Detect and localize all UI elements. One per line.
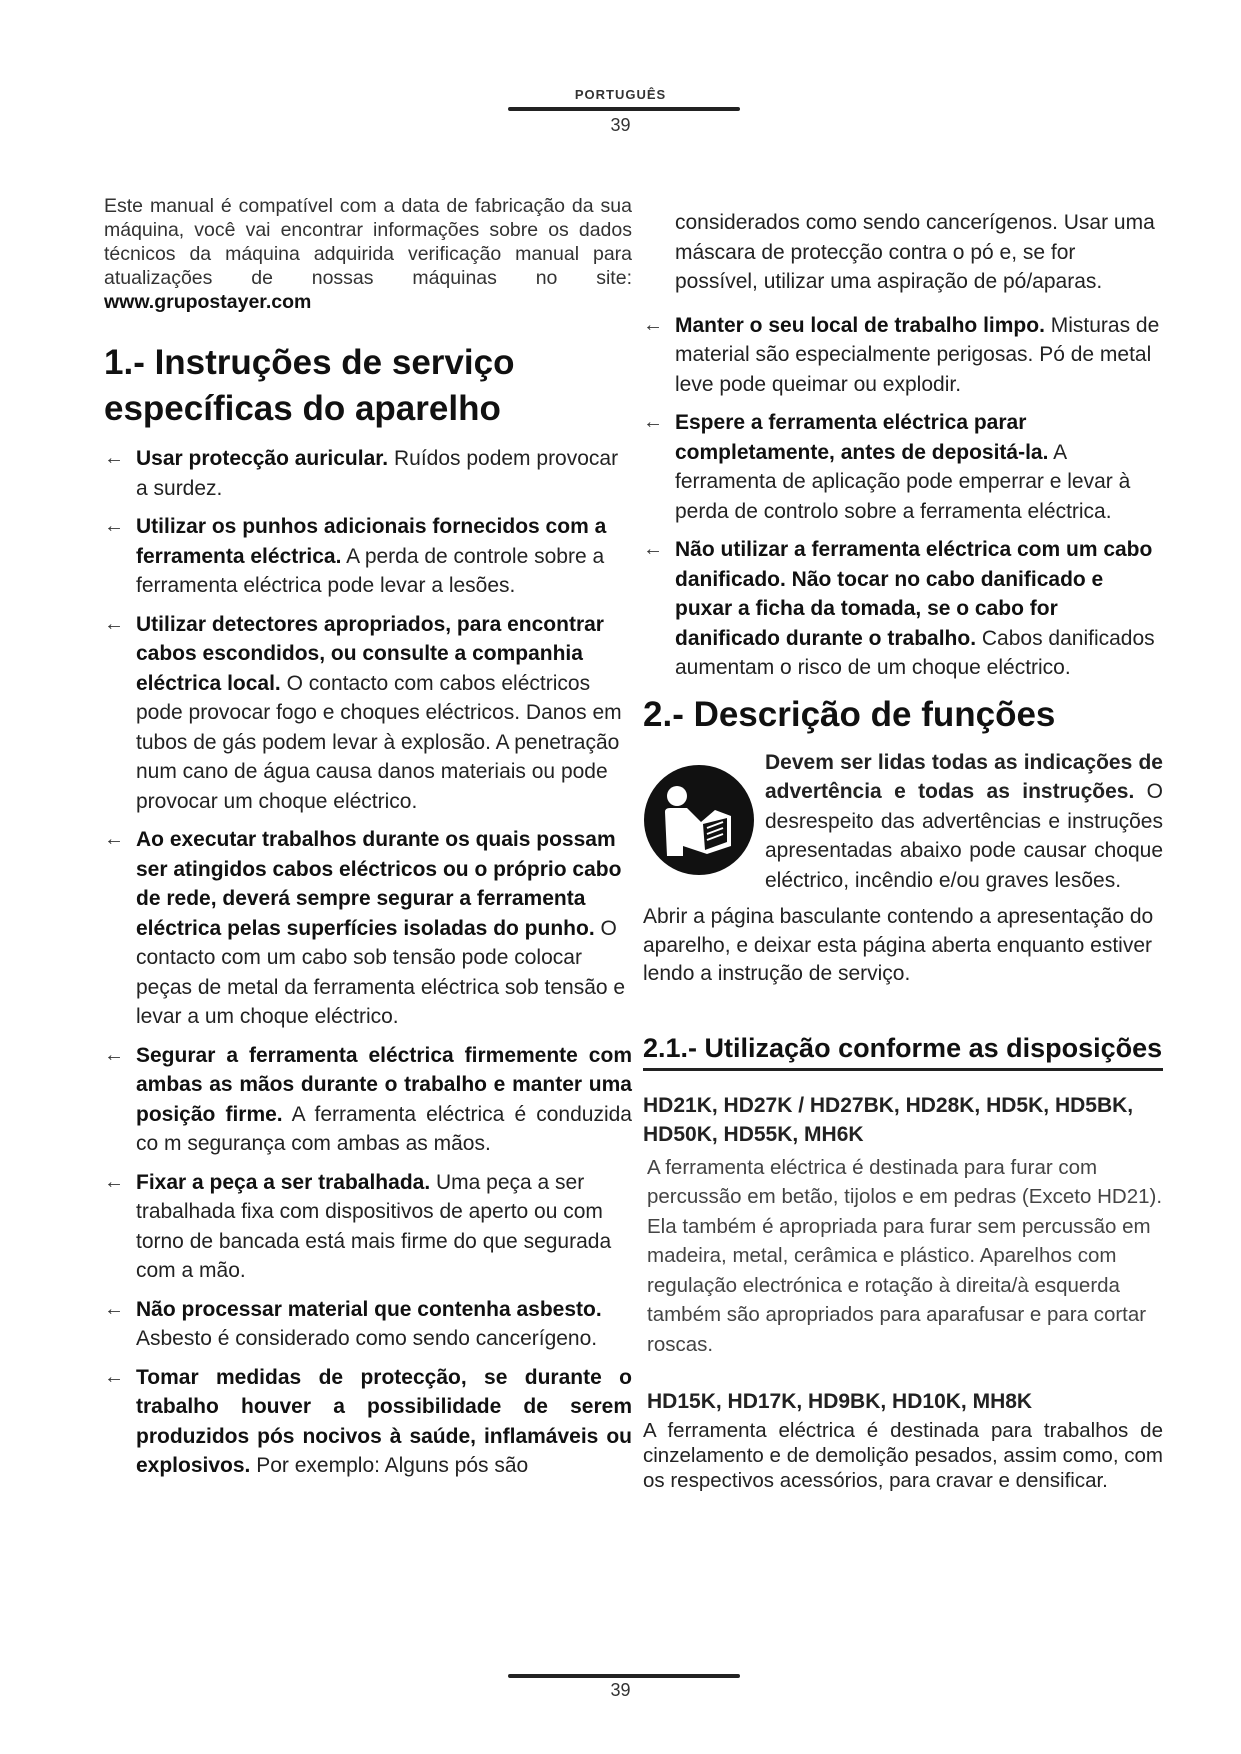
item-bold: Fixar a peça a ser trabalhada. bbox=[136, 1170, 431, 1194]
item-bold: Espere a ferramenta eléctrica parar completamente, antes de depositá-la. bbox=[675, 411, 1049, 464]
header-rule bbox=[508, 107, 740, 111]
item-text: A perda de controle sobre a ferramenta eléctrica pode levar a lesões. bbox=[136, 544, 605, 597]
footer-rule bbox=[508, 1674, 740, 1678]
item-text: A ferramenta eléctrica é conduzida co m segurança com ambas as mãos. bbox=[136, 1102, 632, 1155]
website-link[interactable]: www.grupostayer.com bbox=[104, 291, 312, 313]
arrow-left-icon: ← bbox=[104, 828, 124, 850]
left-column bbox=[104, 194, 632, 1490]
intro-paragraph bbox=[104, 194, 632, 314]
item-text: Misturas de material são especialmente perigosas. Pó de metal leve pode queimar ou explodir. bbox=[675, 313, 1160, 396]
list-item bbox=[643, 535, 1163, 683]
item-text: O contacto com cabos eléctricos pode provocar fogo e choques eléctricos. Danos em tubos de gás podem levar à explosão. A penetração num cano de água causa danos materiais ou pode provocar um choque eléctrico. bbox=[136, 671, 622, 813]
arrow-left-icon: ← bbox=[104, 1170, 124, 1193]
arrow-left-icon: ← bbox=[643, 411, 663, 433]
arrow-left-icon: ← bbox=[104, 1297, 124, 1320]
arrow-left-icon: ← bbox=[104, 1365, 124, 1388]
subsection-2-1-title: 2.1.- Utilização conforme as disposições bbox=[643, 1033, 1163, 1071]
list-item bbox=[104, 1168, 632, 1286]
list-item bbox=[643, 408, 1163, 526]
models-group-1: HD21K, HD27K / HD27BK, HD28K, HD5K, HD5BK, HD50K, HD55K, MH6K bbox=[643, 1093, 1134, 1146]
item-bold: Não utilizar a ferramenta eléctrica com um cabo danificado. Não tocar no cabo danificado e puxar a ficha da tomada, se o cabo for danificado durante o trabalho. bbox=[675, 538, 1153, 650]
read-manual-icon bbox=[643, 764, 755, 876]
arrow-left-icon: ← bbox=[643, 538, 663, 560]
warning-block bbox=[643, 748, 1163, 896]
item-bold: Utilizar os punhos adicionais fornecidos com a ferramenta eléctrica. bbox=[136, 515, 607, 568]
list-item bbox=[104, 825, 632, 1032]
list-item bbox=[643, 311, 1163, 400]
continued-text: considerados como sendo cancerígenos. Usar uma máscara de protecção contra o pó e, se for possível, utilizar uma aspiração de pó/aparas. bbox=[675, 211, 1155, 293]
item-text: A ferramenta de aplicação pode emperrar e levar à perda de controlo sobre a ferramenta eléctrica. bbox=[675, 440, 1131, 523]
list-item bbox=[104, 1295, 632, 1354]
list-item bbox=[104, 1041, 632, 1159]
footer-page-number: 39 bbox=[610, 1680, 631, 1700]
arrow-left-icon: ← bbox=[104, 612, 124, 635]
item-text: O contacto com um cabo sob tensão pode colocar peças de metal da ferramenta eléctrica sob tensão e levar a um choque eléctrico. bbox=[136, 916, 626, 1028]
section-2-title: 2.- Descrição de funções bbox=[643, 694, 1056, 734]
header-page-number: 39 bbox=[610, 115, 631, 135]
item-text: Cabos danificados aumentam o risco de um choque eléctrico. bbox=[675, 626, 1155, 679]
item-bold: Tomar medidas de protecção, se durante o trabalho houver a possibilidade de serem produzidos pós nocivos à saúde, inflamáveis ou explosivos. bbox=[136, 1365, 632, 1477]
arrow-left-icon: ← bbox=[104, 447, 124, 469]
list-item bbox=[104, 444, 632, 503]
item-bold: Ao executar trabalhos durante os quais possam ser atingidos cabos eléctricos ou o próprio cabo de rede, deverá sempre segurar a ferramenta eléctrica pelas superfícies isoladas do punho. bbox=[136, 828, 622, 940]
warning-text bbox=[765, 748, 1163, 896]
list-item bbox=[104, 512, 632, 601]
arrow-left-icon: ← bbox=[104, 1043, 124, 1066]
item-text: Por exemplo: Alguns pós são bbox=[256, 1454, 529, 1477]
models-group-1-description: A ferramenta eléctrica é destinada para furar com percussão em betão, tijolos e em pedras (Exceto HD21). Ela também é apropriada para furar sem percussão em madeira, metal, cerâmica e plástico. Aparelhos com regulação electrónica e rotação à direita/à esquerda também são apropriados para aparafusar e para cortar roscas. bbox=[647, 1155, 1163, 1356]
list-item bbox=[104, 1363, 632, 1481]
intro-text: Este manual é compatível com a data de fabricação da sua máquina, você vai encontrar informações sobre os dados técnicos da máquina adquirida verificação manual para atualizações de nossas máquinas no site: bbox=[104, 195, 632, 289]
open-page-paragraph: Abrir a página basculante contendo a apresentação do aparelho, e deixar esta página aberta enquanto estiver lendo a instrução de serviço. bbox=[643, 905, 1154, 985]
item-text: Asbesto é considerado como sendo cancerígeno. bbox=[136, 1327, 598, 1350]
item-bold: Segurar a ferramenta eléctrica firmemente com ambas as mãos durante o trabalho e manter uma posição firme. bbox=[136, 1043, 632, 1126]
item-bold: Usar protecção auricular. bbox=[136, 447, 389, 470]
header-language: PORTUGUÊS bbox=[574, 87, 667, 102]
arrow-left-icon: ← bbox=[104, 515, 124, 537]
item-bold: Não processar material que contenha asbesto. bbox=[136, 1297, 602, 1321]
arrow-left-icon: ← bbox=[643, 313, 663, 336]
warning-body: O desrespeito das advertências e instruções apresentadas abaixo pode causar choque eléctrico, incêndio e/ou graves lesões. bbox=[765, 780, 1163, 892]
item-bold: Manter o seu local de trabalho limpo. bbox=[675, 313, 1045, 337]
warning-bold: Devem ser lidas todas as indicações de advertência e todas as instruções. bbox=[765, 750, 1163, 803]
models-group-2: HD15K, HD17K, HD9BK, HD10K, MH8K bbox=[647, 1390, 1033, 1413]
item-text: Ruídos podem provocar a surdez. bbox=[136, 447, 619, 500]
item-bold: Utilizar detectores apropriados, para encontrar cabos escondidos, ou consulte a companhia eléctrica local. bbox=[136, 612, 604, 695]
section-1-title: 1.- Instruções de serviço específicas do aparelho bbox=[104, 343, 515, 428]
list-item bbox=[104, 610, 632, 817]
models-group-2-description: A ferramenta eléctrica é destinada para trabalhos de cinzelamento e de demolição pesados, assim como, com os respectivos acessórios, para cravar e densificar. bbox=[643, 1419, 1163, 1492]
item-text: Uma peça a ser trabalhada fixa com dispositivos de aperto ou com torno de bancada está mais firme do que segurada com a mão. bbox=[136, 1170, 612, 1282]
right-column bbox=[643, 208, 1163, 1493]
